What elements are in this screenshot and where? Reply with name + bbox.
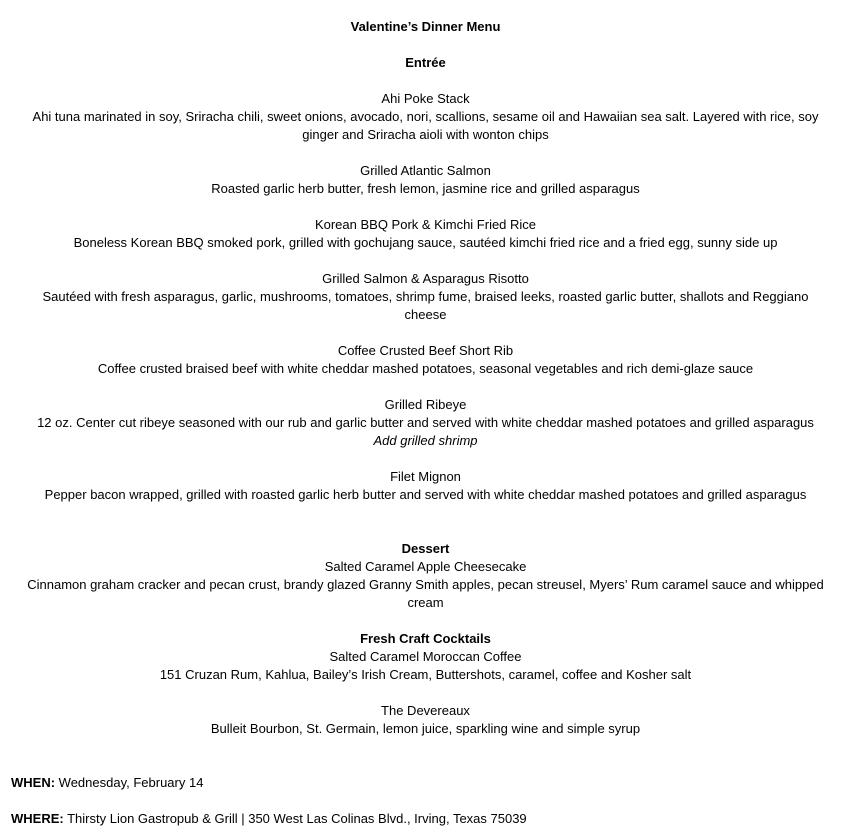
- entree-item-name: Korean BBQ Pork & Kimchi Fried Rice: [314, 217, 537, 232]
- cocktail-item-desc: Bulleit Bourbon, St. Germain, lemon juice, sparkling wine and simple syrup: [210, 721, 641, 736]
- entree-item-desc: Coffee crusted braised beef with white cheddar mashed potatoes, seasonal vegetables and rich demi-glaze sauce: [97, 361, 754, 376]
- entree-item-name: Coffee Crusted Beef Short Rib: [337, 343, 514, 358]
- entree-heading: Entrée: [405, 55, 446, 70]
- event-where: [11, 810, 836, 828]
- when-label: WHEN:: [11, 775, 56, 790]
- entree-item-desc: cheese: [404, 307, 447, 322]
- cocktail-item-name: The Devereaux: [381, 703, 470, 718]
- entree-item: [8, 342, 843, 378]
- entree-item-name: Filet Mignon: [390, 469, 461, 484]
- entree-item-desc: ginger and Sriracha aioli with wonton chips: [302, 127, 549, 142]
- entree-item: [8, 216, 843, 252]
- entree-item-name: Grilled Atlantic Salmon: [360, 163, 491, 178]
- entree-item: [8, 270, 843, 324]
- dessert-item-name: Salted Caramel Apple Cheesecake: [324, 559, 527, 574]
- dessert-heading: Dessert: [401, 541, 450, 556]
- entree-item: [8, 162, 843, 198]
- cocktails-heading: Fresh Craft Cocktails: [360, 631, 491, 646]
- entree-item-desc: Ahi tuna marinated in soy, Sriracha chili, sweet onions, avocado, nori, scallions, sesame oil and Hawaiian sea salt. Layered with rice, soy: [32, 109, 819, 124]
- entree-item-desc: Boneless Korean BBQ smoked pork, grilled with gochujang sauce, sautéed kimchi fried rice and a fried egg, sunny side up: [73, 235, 778, 250]
- when-value: Wednesday, February 14: [58, 775, 204, 790]
- entree-item: [8, 468, 843, 504]
- dessert-item-desc: Cinnamon graham cracker and pecan crust, brandy glazed Granny Smith apples, pecan streusel, Myers’ Rum caramel sauce and whipped: [27, 577, 824, 592]
- where-value: Thirsty Lion Gastropub & Grill | 350 West Las Colinas Blvd., Irving, Texas 75039: [67, 811, 527, 826]
- entree-item-name: Ahi Poke Stack: [381, 91, 470, 106]
- entree-item-desc: Sautéed with fresh asparagus, garlic, mushrooms, tomatoes, shrimp fume, braised leeks, roasted garlic butter, shallots and Reggiano: [42, 289, 809, 304]
- cocktails-section: [8, 630, 843, 684]
- entree-item-name: Grilled Salmon & Asparagus Risotto: [322, 271, 529, 286]
- entree-item-addon: Add grilled shrimp: [373, 433, 478, 448]
- where-label: WHERE:: [11, 811, 64, 826]
- entree-item-desc: 12 oz. Center cut ribeye seasoned with our rub and garlic butter and served with white cheddar mashed potatoes and grilled asparagus: [37, 415, 814, 430]
- entree-item-name: Grilled Ribeye: [384, 397, 467, 412]
- event-when: [11, 774, 836, 792]
- dessert-section: [8, 540, 843, 612]
- entree-item: [8, 90, 843, 144]
- cocktail-item-desc: 151 Cruzan Rum, Kahlua, Bailey’s Irish Cream, Buttershots, caramel, coffee and Kosher salt: [159, 667, 692, 682]
- entree-item-desc: Pepper bacon wrapped, grilled with roasted garlic herb butter and served with white cheddar mashed potatoes and grilled asparagus: [44, 487, 807, 502]
- cocktail-item: [8, 702, 843, 738]
- dessert-item-desc: cream: [407, 595, 444, 610]
- menu-title: Valentine’s Dinner Menu: [350, 19, 501, 34]
- entree-item-desc: Roasted garlic herb butter, fresh lemon, jasmine rice and grilled asparagus: [211, 181, 640, 196]
- entree-item: [8, 396, 843, 450]
- cocktail-item-name: Salted Caramel Moroccan Coffee: [329, 649, 522, 664]
